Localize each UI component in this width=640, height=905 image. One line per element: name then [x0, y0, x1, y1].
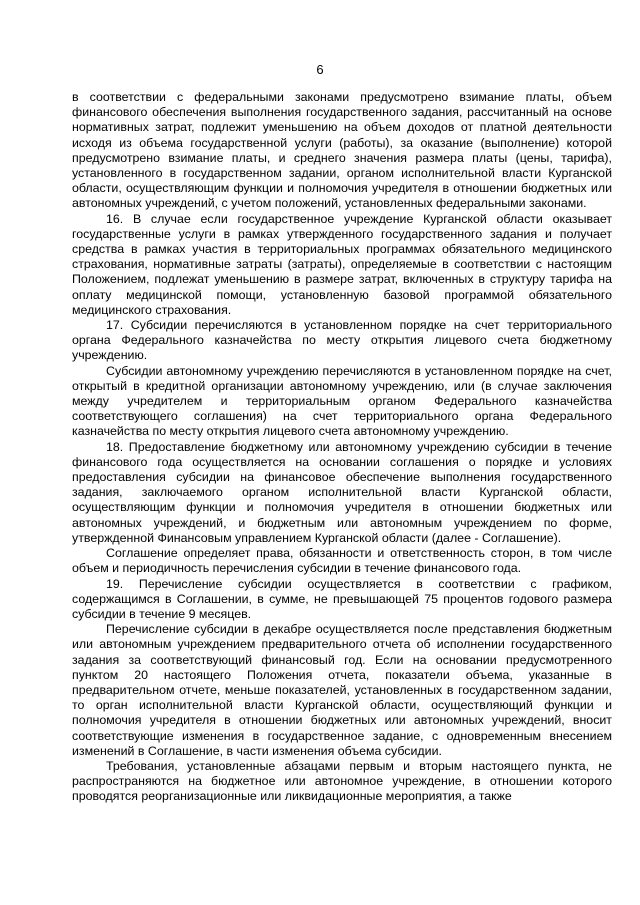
paragraph-18: 18. Предоставление бюджетному или автономному учреждению субсидии в течение финансового года осуществляется на основании соглашения о порядке и условиях предоставления субсидии на финансовое обеспечение выполнения государственного задания, заключаемого органом исполнительной власти Курганской области, осуществляющим функции и полномочия учредителя в отношении бюджетных или автономных учреждений, и бюджетным или автономным учреждением по форме, утвержденной Финансовым управлением Курганской области (далее - Соглашение).	[72, 439, 612, 545]
paragraph-19-requirements: Требования, установленные абзацами первым и вторым настоящего пункта, не распространяются на бюджетное или автономное учреждение, в отношении которого проводятся реорганизационные или ликвидационные мероприятия, а также	[72, 758, 612, 804]
paragraph-continuation: в соответствии с федеральными законами предусмотрено взимание платы, объем финансового обеспечения выполнения государственного задания, рассчитанный на основе нормативных затрат, подлежит уменьшению на объем доходов от платной деятельности исходя из объема государственной услуги (работы), за оказание (выполнение) которой предусмотрено взимание платы, и среднего значения размера платы (цены, тарифа), установленного в государственном задании, органом исполнительной власти Курганской области, осуществляющим функции и полномочия учредителя в отношении бюджетных или автономных учреждений, с учетом положений, установленных федеральными законами.	[72, 90, 612, 211]
document-body	[72, 90, 612, 805]
paragraph-18-agreement: Соглашение определяет права, обязанности и ответственность сторон, в том числе объем и периодичность перечисления субсидии в течение финансового года.	[72, 546, 612, 576]
paragraph-17-autonomous: Субсидии автономному учреждению перечисляются в установленном порядке на счет, открытый в кредитной организации автономному учреждению, или (в случае заключения между учредителем и территориальным органом Федерального казначейства соответствующего соглашения) на счет территориального органа Федерального казначейства по месту открытия лицевого счета автономному учреждению.	[72, 363, 612, 439]
paragraph-19: 19. Перечисление субсидии осуществляется в соответствии с графиком, содержащимся в Соглашении, в сумме, не превышающей 75 процентов годового размера субсидии в течение 9 месяцев.	[72, 576, 612, 621]
paragraph-19-december: Перечисление субсидии в декабре осуществляется после представления бюджетным или автономным учреждением предварительного отчета об исполнении государственного задания за соответствующий финансовый год. Если на основании предусмотренного пунктом 20 настоящего Положения отчета, показатели объема, указанные в предварительном отчете, меньше показателей, установленных в государственном задании, то орган исполнительной власти Курганской области, осуществляющий функции и полномочия учредителя в отношении бюджетных или автономных учреждений, вносит соответствующие изменения в государственное задание, с одновременным внесением изменений в Соглашение, в части изменения объема субсидии.	[72, 622, 612, 758]
page-number: 6	[316, 62, 324, 77]
paragraph-17: 17. Субсидии перечисляются в установленном порядке на счет территориального органа Федерального казначейства по месту открытия лицевого счета бюджетному учреждению.	[72, 318, 612, 363]
paragraph-16: 16. В случае если государственное учреждение Курганской области оказывает государственные услуги в рамках утвержденного государственного задания и получает средства в рамках участия в территориальных программах обязательного медицинского страхования, нормативные затраты (затраты), определяемые в соответствии с настоящим Положением, подлежат уменьшению в размере затрат, включенных в структуру тарифа на оплату медицинской помощи, установленную базовой программой обязательного медицинского страхования.	[72, 211, 612, 317]
